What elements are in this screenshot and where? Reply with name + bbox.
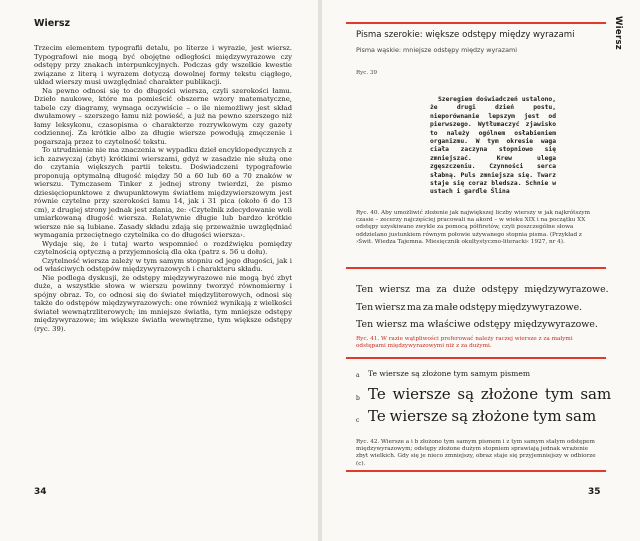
word-spacing-demo: [356, 281, 609, 334]
paragraph: Czytelność wiersza zależy w tym samym stopniu od jego długości, jak i od właściwych odstępów międzywyrazowych i charakteru składu.: [34, 256, 292, 273]
page-number-right: 35: [588, 487, 601, 497]
paragraph: Nie podlega dyskusji, że odstępy międzywyrazowe nie mogą być zbyt duże, a wszystkie słowa w wierszu powinny tworzyć równomierny i spójny obraz. To, co odnosi się do świateł międzyliterowych, odnosi się także do odstępów międzywyrazowych: one również wynikają z wielkości świateł wewnątrzliterowych; im mniejsze światła, tym mniejsze odstępy międzywyrazowe; im większe światła wewnętrzne, tym większe odstępy (ryc. 39).: [34, 273, 292, 333]
paragraph: Wydaje się, że i tutaj warto wspomnieć o rozdźwięku pomiędzy czytelnością optyczną a przyjemnością dla oka (patrz s. 56 u dołu).: [34, 239, 292, 256]
demo-label-c: c: [356, 417, 360, 424]
specimen-paragraph: Szeregiem doświadczeń ustalono, że drugi dzień postu, nieporównanie lepszym jest od pierwszego. Wytłumaczyć zjawisko to należy ogólnem osłabieniem organizmu. W tym okresie waga ciała zaczyna stopniowo się zmniejszać. Krew ulega zgęszczeniu. Czynności serca słabną. Puls zmniejsza się. Twarz staje się coraz bledsza. Schnie w ustach i gardle Ślina: [430, 96, 556, 196]
caption-fig-41-text: Ryc. 41. W razie wątpliwości preferować należy raczej wiersze z za małymi odstępami międzywyrazowymi niż z za dużymi.: [356, 336, 573, 350]
demo-line-a: Te wiersze są złożone tym samym pismem: [368, 369, 531, 378]
figure-39-label: Ryc. 39: [356, 70, 378, 76]
demo-label-a: a: [356, 372, 360, 379]
demo-label-b: b: [356, 395, 360, 402]
figure-heading: Pisma szerokie: większe odstępy między wyrazami: [356, 30, 575, 40]
red-rule-middle: [346, 267, 606, 269]
caption-fig-42: Ryc. 42. Wiersze a i b złożono tym samym pismem i z tym samym stałym odstępem międzywyrazowym; odstępy złożone dużym stopniem sprawiają jednak wrażenie zbyt wielkich. Gdy się je nieco zmniejszy, obraz staje się przyjemniejszy w odbiorze (c).: [356, 439, 596, 467]
caption-fig-40: Ryc. 40. Aby umożliwić złożenie jak największej liczby wierszy w jak najkrótszym czasie – zecerzy najczęściej pracowali na akord – w wieku XIX i na początku XX odstępy uzyskiwano zwykle za pomocą półfiretów, czyli poszczególne słowa oddzielano justunkiem równym połowie używanego stopnia pisma. (Przykład z ›Świt. Wiedza Tajemna. Miesięcznik okultystyczno-literacki‹ 1927, nr 4).: [356, 210, 590, 245]
typeset-specimen: [430, 96, 556, 197]
paragraph: To utrudnienie nie ma znaczenia w wypadku dzieł encyklopedycznych z ich zazwyczaj (zbyt) krótkimi wierszami, gdyż w zasadzie nie służą one do czytania większych partii tekstu. Doświadczeni typografowie proponują optymalną długość między 50 a 60 lub 60 a 70 znaków w wierszu. Tymczasem Tinker z jednej strony twierdzi, że pismo dziesięciopunktowe z dwupunktowym światłem międzywierszowym jest równie czytelne przy szerokości łamu 14, jak i 31 pica (około 6 do 13 cm), z drugiej strony jednak jest zdania, że: ‹Czytelnik zdecydowanie woli umiarkowaną długość wiersza. Relatywnie długie lub bardzo krótkie wiersze nie są lubiane. Zasady składu zdają się przeważnie uwzględniać wymagania przeciętnego czytelnika co do długości wiersza›.: [34, 146, 292, 239]
demo-line-too-tight: Ten wiersz ma za małe odstępy międzywyrazowe.: [356, 301, 583, 313]
demo-line-c: Te wiersze są złożone tym sam: [368, 407, 597, 425]
caption-fig-41: [356, 336, 596, 350]
figure-subheading: Pisma wąskie: mniejsze odstępy między wyrazami: [356, 46, 518, 54]
red-rule-top: [346, 22, 606, 24]
demo-line-correct: Ten wiersz ma właściwe odstępy międzywyrazowe.: [356, 319, 598, 330]
running-head-vertical: Wiersz: [613, 16, 623, 51]
page-number-left: 34: [34, 487, 47, 497]
red-rule-lower: [346, 357, 606, 359]
red-rule-bottom: [346, 470, 606, 472]
body-text: [34, 44, 292, 333]
demo-line-b: Te wiersze są złożone tym sam: [368, 385, 612, 403]
demo-line-too-wide: Ten wiersz ma za duże odstępy międzywyrazowe.: [356, 284, 609, 295]
paragraph: Na pewno odnosi się to do długości wiersza, czyli szerokości łamu. Dzieło naukowe, które ma pomieścić obszerne wzory matematyczne, tabele czy diagramy, wymaga oczywiście – o ile niemożliwy jest skład dwułamowy – szerszego łamu niż powieść, a już na pewno szerszego niż łamy leksykonu, czasopisma o charakterze rozrywkowym czy gazety codziennej. Za krótkie albo za długie wiersze powodują zmęczenie i pogarszają przez to czytelność tekstu.: [34, 86, 292, 146]
paragraph: Trzecim elementem typografii detalu, po literze i wyrazie, jest wiersz. Typografowi nie mogą być obojętne odległości międzywyrazowe czy odstępy przy znakach interpunkcyjnych. Podczas gdy wszelkie kwestie związane z literą i wyrazem dotyczą dowolnej formy tekstu ciągłego, układ wierszy musi uwzględniać charakter publikacji.: [34, 44, 292, 86]
section-title: Wiersz: [34, 18, 71, 29]
